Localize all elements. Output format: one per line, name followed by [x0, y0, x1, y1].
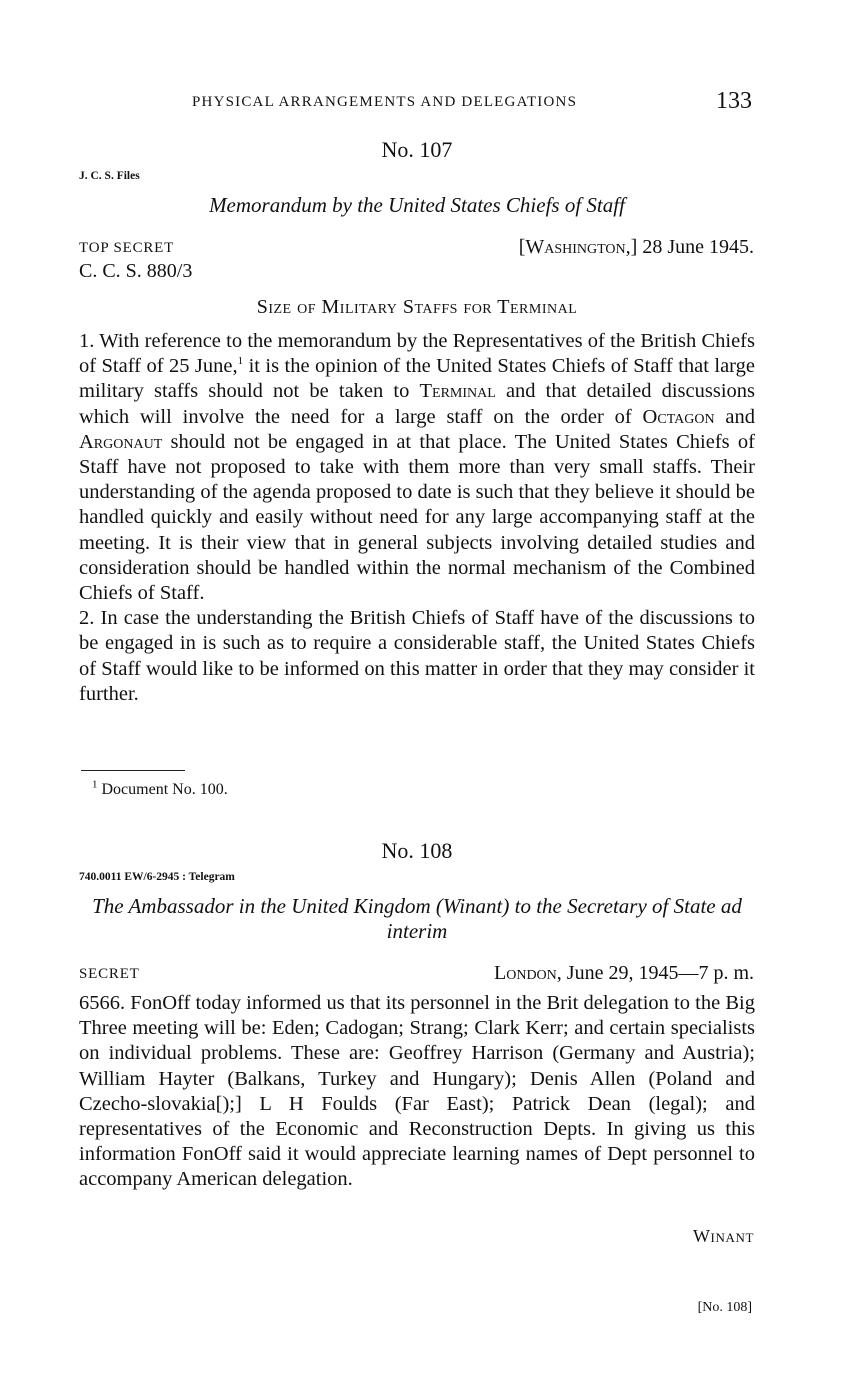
page-number: 133 — [716, 88, 752, 114]
footnote-mark: 1 — [92, 778, 98, 791]
footnote-text: Document No. 100. — [97, 781, 228, 798]
document-number: No. 108 — [381, 838, 453, 863]
dateline-place: London — [494, 962, 557, 984]
paragraph-1-text: it is the opinion of the United States Chiefs of Staff that large military staffs should not be taken to — [79, 355, 755, 403]
dateline-date: 28 June 1945. — [637, 236, 754, 258]
code-name-argonaut: Argonaut — [79, 430, 163, 453]
document-title: The Ambassador in the United Kingdom (Winant) to the Secretary of State ad interim — [92, 894, 742, 943]
dateline-place: Washington, — [525, 236, 631, 258]
signature: Winant — [692, 1226, 754, 1246]
classification-label: SECRET — [79, 966, 140, 982]
dateline — [494, 962, 754, 985]
paragraph-1 — [79, 329, 755, 606]
footnote-ref: 1 — [237, 355, 244, 368]
memo-body — [79, 329, 755, 707]
code-name-terminal: Terminal — [419, 380, 496, 403]
document-number: No. 107 — [381, 137, 453, 162]
classification-label: TOP SECRET — [79, 240, 175, 256]
running-header: PHYSICAL ARRANGEMENTS AND DELEGATIONS — [192, 94, 578, 110]
paragraph-1-text: and — [714, 405, 755, 428]
source-citation: J. C. S. Files — [79, 170, 140, 182]
subject-heading: Size of Military Staffs for Terminal — [256, 296, 578, 318]
continuation-reference: [No. 108] — [697, 1300, 752, 1315]
footnote — [92, 778, 228, 799]
footnote-divider — [81, 770, 185, 771]
paragraph-1-text: 1. With reference to the memorandum by the Representatives of the British Chiefs of Staff of 25 June, — [79, 330, 755, 378]
dateline: [Washington,] 28 June 1945. — [518, 236, 754, 258]
document-title: Memorandum by the United States Chiefs of Staff — [209, 193, 625, 217]
paragraph-1-text: should not be engaged in at that place. The United States Chiefs of Staff have not proposed to take with them more than very small staffs. Their understanding of the agenda proposed to date is such that they believe it should be handled quickly and easily without need for any large accompanying staff at the meeting. It is their view that in general subjects involving detailed studies and consideration should be handled within the normal mechanism of the Combined Chiefs of Staff. — [79, 430, 755, 605]
code-name-octagon: Octagon — [642, 405, 715, 428]
dateline-date: , June 29, 1945—7 p. m. — [556, 962, 754, 984]
reference-number: C. C. S. 880/3 — [79, 260, 193, 282]
paragraph-1-text: and that detailed discussions which will involve the need for a large staff on the order of — [79, 380, 755, 428]
telegram-text: 6566. FonOff today informed us that its personnel in the Brit delegation to the Big Three meeting will be: Eden; Cadogan; Strang; Clark Kerr; and certain specialists on individual problems. These are: Geoffrey Harrison (Germany and Austria); William Hayter (Balkans, Turkey and Hungary); Denis Allen (Poland and Czecho-slovakia[);] L H Foulds (Far East); Patrick Dean (legal); and representatives of the Economic and Reconstruction Depts. In giving us this information FonOff said it would appreciate learning names of Dept personnel to accompany American delegation. — [79, 992, 755, 1191]
source-citation: 740.0011 EW/6-2945 : Telegram — [79, 871, 235, 883]
paragraph-2: 2. In case the understanding the British Chiefs of Staff have of the discussions to be engaged in is such as to require a considerable staff, the United States Chiefs of Staff would like to be informed on this matter in order that they may consider it further. — [79, 607, 755, 705]
telegram-body — [79, 991, 755, 1193]
